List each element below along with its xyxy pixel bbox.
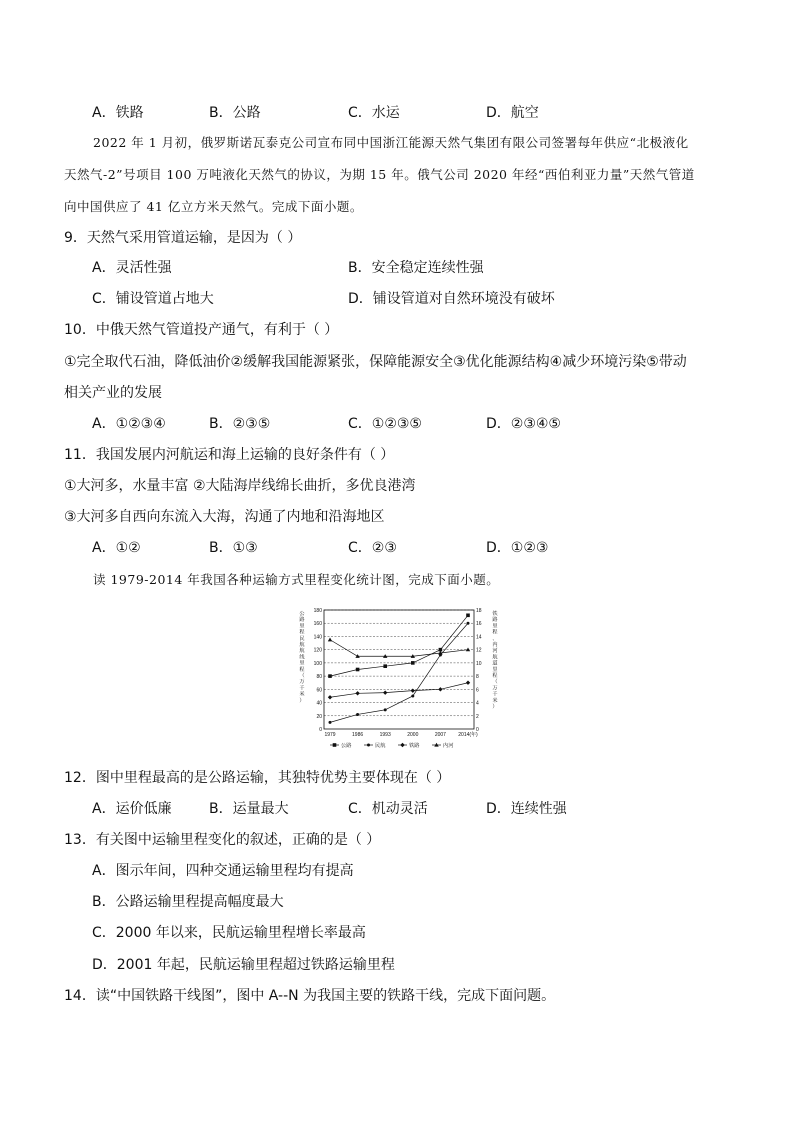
y-left-axis-label: 米 [299, 691, 305, 698]
y-right-axis-label: 千 [492, 691, 498, 698]
legend-label: 公路 [341, 743, 352, 749]
y-left-tick-label: 180 [313, 608, 322, 614]
chart-grid [324, 610, 474, 716]
option-b: B．②③⑤ [209, 416, 271, 432]
y-right-tick-label: 12 [476, 647, 482, 654]
y-left-axis-label: 路 [299, 617, 305, 624]
option-a: A．图示年间，四种交通运输里程均有提高 [92, 863, 354, 879]
point-diamond [466, 681, 470, 685]
statement-line: ①大河多，水量丰富 ②大陆海岸线绵长曲折，多优良港湾 [64, 478, 416, 494]
point-triangle [328, 638, 332, 642]
y-left-axis-label: ） [299, 697, 305, 704]
point-diamond [438, 687, 442, 691]
y-right-tick-label: 6 [476, 687, 479, 694]
series-铁路 [328, 681, 470, 700]
option-d: D．铺设管道对自然环境没有破坏 [348, 291, 555, 307]
point-circle [367, 744, 370, 747]
point-diamond [400, 743, 404, 747]
y-right-axis-label: 里 [492, 666, 498, 673]
y-left-tick-label: 0 [319, 727, 322, 733]
y-right-tick-label: 8 [476, 674, 479, 681]
y-left-axis-label: 里 [299, 623, 305, 630]
passage-line: 向中国供应了 41 亿立方米天然气。完成下面小题。 [64, 199, 363, 214]
option-c: C．铺设管道占地大 [92, 291, 214, 307]
y-left-tick-label: 100 [313, 660, 322, 667]
legend-label: 内河 [443, 743, 454, 749]
y-right-axis-label: 内 [492, 642, 498, 648]
option-b: B．运量最大 [209, 801, 289, 817]
y-left-axis-label: 程 [299, 666, 305, 673]
point-diamond [383, 690, 387, 694]
x-tick-label: 2007 [434, 732, 446, 738]
y-right-axis-label: 道 [492, 660, 498, 667]
y-right-tick-label: 10 [476, 660, 482, 667]
y-left-tick-label: 140 [313, 634, 322, 641]
y-left-axis-label: 程 [299, 629, 305, 636]
y-left-tick-label: 60 [316, 687, 322, 694]
question-stem: 9．天然气采用管道运输，是因为（ ） [64, 230, 302, 246]
point-circle [329, 721, 332, 724]
x-tick-label: 2000 [407, 732, 419, 738]
statement-line: 相关产业的发展 [64, 385, 162, 401]
legend-label: 民航 [375, 743, 386, 749]
y-right-axis-label: 、 [492, 635, 498, 642]
x-tick-label: 1979 [324, 732, 336, 738]
y-left-axis-label: 航 [299, 648, 305, 655]
chart-series [328, 613, 470, 723]
option-b: B．公路运输里程提高幅度最大 [92, 894, 284, 910]
y-left-axis-label: 民 [299, 635, 305, 642]
series-line [330, 640, 468, 657]
y-right-axis-label: 万 [492, 685, 498, 692]
plot-frame [324, 610, 474, 729]
question-stem: 12．图中里程最高的是公路运输，其独特优势主要体现在（ ） [64, 770, 451, 786]
point-diamond [411, 688, 415, 692]
q8-option-c: C．水运 [348, 105, 400, 121]
y-left-tick-label: 160 [313, 621, 322, 628]
passage-line: 2022 年 1 月初，俄罗斯诺瓦泰克公司宣布同中国浙江能源天然气集团有限公司签署每年供应“北极液化 [93, 135, 689, 150]
point-triangle [466, 647, 470, 651]
point-circle [467, 622, 470, 625]
point-diamond [355, 691, 359, 695]
y-right-tick-label: 4 [476, 700, 479, 707]
y-right-axis-label: （ [492, 679, 498, 686]
point-circle [356, 713, 359, 716]
option-d: D．①②③ [486, 540, 549, 556]
point-square [328, 674, 332, 678]
x-tick-label: 1993 [379, 732, 391, 738]
statement-line: ①完全取代石油，降低油价②缓解我国能源紧张，保障能源安全③优化能源结构④减少环境污染⑤带动 [64, 354, 687, 370]
option-b: B．①③ [209, 540, 258, 556]
q8-option-d: D．航空 [486, 105, 539, 121]
point-square [356, 668, 360, 672]
question-14-stem: 14．读“中国铁路干线图”，图中 A--N 为我国主要的铁路干线，完成下面问题。 [64, 988, 556, 1004]
y-right-axis-label: 程 [492, 629, 498, 636]
point-square [466, 613, 470, 617]
y-right-axis-label: ） [492, 704, 498, 710]
option-d: D．2001 年起，民航运输里程超过铁路运输里程 [92, 957, 395, 973]
y-left-axis-label: （ [299, 673, 305, 679]
legend-label: 铁路 [409, 743, 420, 749]
point-square [411, 661, 415, 665]
y-right-tick-label: 0 [476, 727, 479, 733]
q8-option-b: B．公路 [209, 105, 261, 121]
option-c: C．2000 年以来，民航运输里程增长率最高 [92, 925, 366, 941]
statement-line: ③大河多自西向东流入大海，沟通了内地和沿海地区 [64, 509, 385, 525]
series-line [330, 615, 468, 676]
option-a: A．灵活性强 [92, 260, 172, 276]
passage-line: 天然气-2”号项目 100 万吨液化天然气的协议，为期 15 年。俄气公司 2020 年经“西伯利亚力量”天然气管道 [64, 167, 695, 182]
y-left-axis-label: 千 [299, 685, 305, 692]
option-c: C．机动灵活 [348, 801, 428, 817]
y-left-axis-label: 万 [299, 679, 305, 686]
option-a: A．①②③④ [92, 416, 166, 432]
question-stem: 13．有关图中运输里程变化的叙述，正确的是（ ） [64, 832, 381, 848]
y-left-tick-label: 80 [316, 674, 322, 681]
q8-option-a: A．铁路 [92, 105, 144, 121]
option-d: D．连续性强 [486, 801, 567, 817]
y-right-tick-label: 16 [476, 621, 482, 628]
option-d: D．②③④⑤ [486, 416, 561, 432]
y-right-axis-label: 里 [492, 623, 498, 630]
chart-legend [330, 741, 453, 749]
y-right-axis-label: 河 [492, 648, 498, 655]
point-circle [384, 708, 387, 711]
y-right-axis-label: 路 [492, 617, 498, 624]
option-a: A．运价低廉 [92, 801, 172, 817]
x-tick-label: 1986 [352, 732, 364, 738]
y-left-axis-label: 里 [299, 660, 305, 667]
x-tick-label: 2014(年) [458, 732, 478, 738]
y-right-axis-label: 程 [492, 673, 498, 679]
y-left-axis-label: 航 [299, 642, 305, 648]
y-left-axis-label: 线 [299, 654, 305, 661]
y-right-tick-label: 14 [476, 634, 482, 641]
series-民航 [329, 622, 470, 724]
question-stem: 10．中俄天然气管道投产通气，有利于（ ） [64, 322, 339, 338]
y-left-axis-label: 公 [299, 611, 305, 617]
y-right-axis-label: 铁 [492, 611, 498, 617]
y-left-tick-label: 120 [313, 647, 322, 654]
passage-chart-intro: 读 1979-2014 年我国各种运输方式里程变化统计图，完成下面小题。 [93, 572, 500, 587]
option-c: C．②③ [348, 540, 397, 556]
chart-axes [299, 609, 498, 729]
option-c: C．①②③⑤ [348, 416, 422, 432]
y-left-tick-label: 40 [316, 700, 322, 707]
point-square [383, 664, 387, 668]
question-stem: 11．我国发展内河航运和海上运输的良好条件有（ ） [64, 447, 395, 463]
y-right-axis-label: 航 [492, 654, 498, 661]
y-right-tick-label: 18 [476, 608, 482, 614]
point-circle [411, 694, 414, 697]
y-left-tick-label: 20 [316, 713, 322, 720]
series-line [330, 683, 468, 698]
point-diamond [328, 695, 332, 699]
y-right-axis-label: 米 [492, 697, 498, 704]
series-内河 [328, 638, 470, 658]
point-square [333, 743, 337, 747]
option-b: B．安全稳定连续性强 [348, 260, 484, 276]
y-right-tick-label: 2 [476, 713, 479, 720]
transport-mileage-chart [294, 604, 504, 752]
chart-ticks [314, 608, 482, 738]
option-a: A．①② [92, 540, 141, 556]
series-line [330, 623, 468, 722]
